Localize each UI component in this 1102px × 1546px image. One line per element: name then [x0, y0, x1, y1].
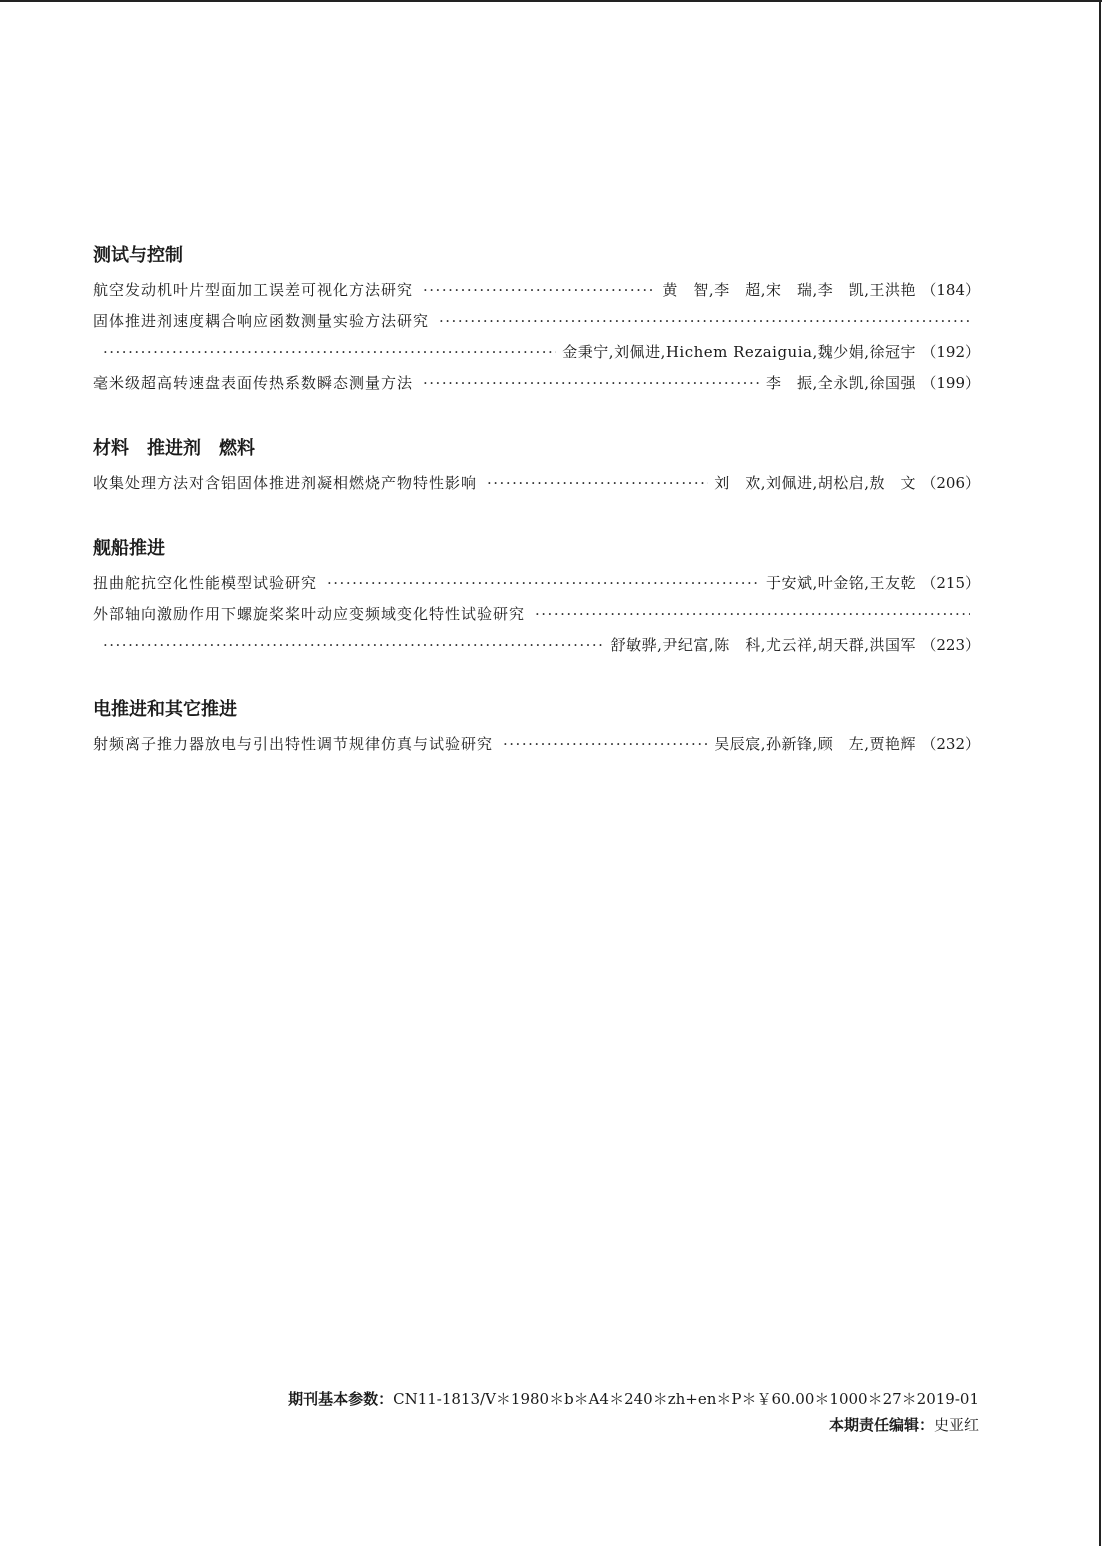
entry-title: 航空发动机叶片型面加工误差可视化方法研究	[93, 281, 414, 299]
entry-page: （184）	[921, 281, 980, 299]
section-test-and-control	[93, 243, 980, 399]
section-title: 材料 推进剂 燃料	[93, 438, 255, 459]
entry-title: 收集处理方法对含铝固体推进剂凝相燃烧产物特性影响	[93, 474, 478, 492]
entry-page: （192）	[921, 343, 980, 361]
toc-entry[interactable]	[93, 599, 980, 661]
dot-leader	[503, 729, 708, 760]
journal-params	[288, 1386, 979, 1412]
issue-editor	[288, 1412, 979, 1438]
entry-authors: 吴辰宸,孙新锋,顾 左,贾艳辉	[714, 735, 916, 753]
toc-entry[interactable]	[93, 368, 980, 399]
entry-authors: 刘 欢,刘佩进,胡松启,敖 文	[714, 474, 916, 492]
entry-title: 射频离子推力器放电与引出特性调节规律仿真与试验研究	[93, 735, 494, 753]
entry-authors: 于安斌,叶金铭,王友乾	[765, 574, 916, 592]
entry-page: （206）	[921, 474, 980, 492]
entry-title: 固体推进剂速度耦合响应函数测量实验方法研究	[93, 312, 430, 330]
entry-page: （199）	[921, 374, 980, 392]
toc-entry[interactable]	[93, 568, 980, 599]
issue-editor-value: 史亚红	[933, 1416, 979, 1434]
section-title: 舰船推进	[93, 538, 165, 559]
entry-page: （215）	[921, 574, 980, 592]
section-title: 测试与控制	[93, 245, 183, 266]
dot-leader	[327, 568, 760, 599]
section-marine-propulsion	[93, 536, 980, 661]
entry-title: 扭曲舵抗空化性能模型试验研究	[93, 574, 318, 592]
entry-authors: 李 振,全永凯,徐国强	[765, 374, 916, 392]
toc-entry[interactable]	[93, 306, 980, 368]
toc-entry[interactable]	[93, 468, 980, 499]
toc-entry[interactable]	[93, 729, 980, 760]
section-electric-and-other-propulsion	[93, 697, 980, 760]
section-title: 电推进和其它推进	[93, 699, 237, 720]
entry-title: 外部轴向激励作用下螺旋桨桨叶动应变频域变化特性试验研究	[93, 605, 526, 623]
section-materials-propellant-fuel	[93, 436, 980, 499]
dot-leader	[423, 275, 656, 306]
journal-params-value: CN11-1813/V＊1980＊b＊A4＊240＊zh+en＊P＊￥60.00＊1000＊27＊2019-01	[393, 1390, 979, 1408]
entry-page: （232）	[921, 735, 980, 753]
dot-leader	[103, 630, 605, 661]
page-border-top	[0, 0, 1102, 2]
issue-editor-label: 本期责任编辑：	[828, 1416, 934, 1434]
journal-params-label: 期刊基本参数：	[288, 1390, 394, 1408]
dot-leader	[487, 468, 708, 499]
journal-footer	[288, 1386, 979, 1438]
dot-leader	[439, 306, 970, 337]
entry-authors: 金秉宁,刘佩进,Hichem Rezaiguia,魏少娟,徐冠宇	[562, 343, 916, 361]
entry-authors: 黄 智,李 超,宋 瑞,李 凯,王洪艳	[662, 281, 916, 299]
entry-page: （223）	[921, 636, 980, 654]
dot-leader	[103, 337, 556, 368]
page-border-right	[1099, 0, 1101, 1546]
entry-authors: 舒敏骅,尹纪富,陈 科,尤云祥,胡天群,洪国军	[610, 636, 916, 654]
toc-entry[interactable]	[93, 275, 980, 306]
dot-leader	[423, 368, 760, 399]
dot-leader	[535, 599, 970, 630]
entry-title: 毫米级超高转速盘表面传热系数瞬态测量方法	[93, 374, 414, 392]
